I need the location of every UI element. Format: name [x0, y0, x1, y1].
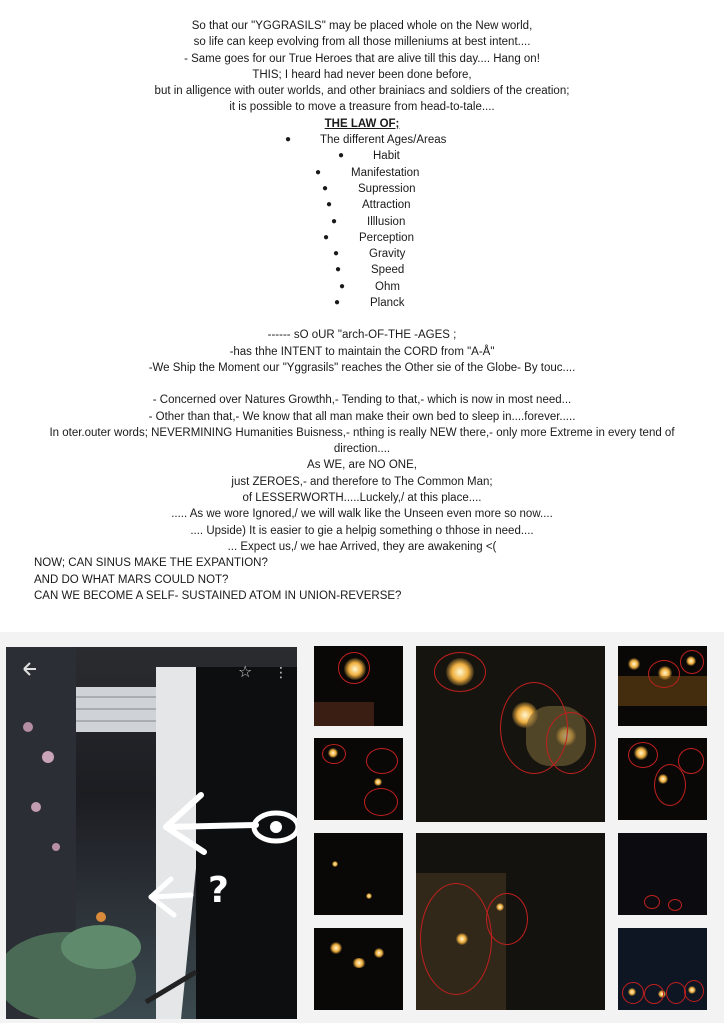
concern-line: - Other than that,- We know that all man make their own bed to sleep in....forever..... [148, 410, 576, 423]
collage-tile [618, 833, 707, 915]
law-list-item [0, 295, 724, 311]
intro-line: but in alligence with outer worlds, and other brainiacs and soldiers of the creation; [154, 85, 570, 98]
bullet-icon: ● [322, 182, 329, 194]
bullet-icon: ● [333, 248, 340, 260]
law-list-item [0, 148, 724, 164]
intro-line: - Same goes for our True Heroes that are alive till this day.... Hang on! [184, 52, 540, 65]
window-photo [6, 647, 297, 1019]
law-list-item [0, 165, 724, 181]
spacer [0, 376, 724, 392]
collage-tile [618, 738, 707, 820]
law-list-item [0, 230, 724, 246]
bullet-icon: ● [323, 231, 330, 243]
arch-line: ------ sO oUR "arch-OF-THE -AGES ; [267, 329, 457, 342]
law-list-item [0, 262, 724, 278]
collage-tile [618, 928, 707, 1010]
law-heading: THE LAW OF; [324, 117, 400, 130]
bullet-icon: ● [315, 166, 322, 178]
question-line: AND DO WHAT MARS COULD NOT? [34, 573, 229, 586]
concern-line: .... Upside) It is easier to gie a helpig something o thhose in need.... [190, 524, 534, 537]
collage-tile [618, 646, 707, 726]
bullet-icon: ● [331, 215, 338, 227]
intro-line: so life can keep evolving from all those milleniums at best intent.... [193, 36, 531, 49]
intro-line: THIS; I heard had never been done before, [252, 68, 472, 81]
concern-line: In oter.outer words; NEVERMINING Humanities Buisness,- nthing is really NEW there,- only more Extreme in every tend of direction.... [49, 426, 675, 456]
collage-tile-large [416, 833, 605, 1010]
law-item-label: Attraction [362, 199, 411, 212]
collage-tile [314, 646, 403, 726]
spacer [0, 311, 724, 327]
law-item-label: Illlusion [367, 215, 406, 228]
bullet-icon: ● [334, 297, 341, 309]
question-mark-drawing: ? [208, 870, 229, 911]
bullet-icon: ● [335, 264, 342, 276]
collage-tile [314, 928, 403, 1010]
collage-tile [314, 833, 403, 915]
law-list-item [0, 197, 724, 213]
collage-tile-large [416, 646, 605, 822]
bullet-icon: ● [339, 280, 346, 292]
law-item-label: Habit [373, 150, 400, 163]
law-item-label: The different Ages/Areas [320, 134, 447, 147]
bullet-icon: ● [326, 199, 333, 211]
arch-line: -has thhe INTENT to maintain the CORD from "A-Å" [229, 345, 495, 358]
concern-line: just ZEROES,- and therefore to The Common Man; [231, 475, 493, 488]
law-item-label: Perception [359, 231, 414, 244]
law-list-item [0, 214, 724, 230]
law-list-item [0, 279, 724, 295]
concern-line: of LESSERWORTH.....Luckely,/ at this place.... [242, 492, 482, 505]
intro-line: So that our "YGGRASILS" may be placed whole on the New world, [191, 20, 533, 32]
law-list-item [0, 181, 724, 197]
collage-tile [314, 738, 403, 820]
question-line: CAN WE BECOME A SELF- SUSTAINED ATOM IN UNION-REVERSE? [34, 589, 402, 602]
concern-line: ..... As we wore Ignored,/ we will walk like the Unseen even more so now.... [171, 508, 553, 521]
phone-screenshot [6, 647, 297, 1019]
document-text [0, 18, 724, 604]
bullet-icon: ● [338, 150, 345, 162]
law-item-label: Gravity [369, 248, 406, 261]
photo-collage [0, 632, 724, 1023]
law-item-label: Supression [358, 182, 416, 195]
red-circle-annotation [338, 652, 370, 684]
question-line: NOW; CAN SINUS MAKE THE EXPANTION? [34, 557, 268, 570]
law-list-item [0, 246, 724, 262]
law-list-item [0, 132, 724, 148]
law-item-label: Planck [370, 297, 405, 310]
svg-text:⋮: ⋮ [274, 665, 288, 681]
concern-line: ... Expect us,/ we hae Arrived, they are awakening <( [227, 540, 497, 553]
concern-line: As WE, are NO ONE, [307, 459, 417, 472]
law-item-label: Speed [371, 264, 405, 277]
concern-line: - Concerned over Natures Growthh,- Tending to that,- which is now in most need... [152, 394, 572, 407]
intro-line: it is possible to move a treasure from head-to-tale.... [229, 101, 495, 114]
law-item-label: Manifestation [351, 166, 420, 179]
svg-text:☆: ☆ [238, 662, 253, 681]
bullet-icon: ● [285, 134, 292, 146]
law-item-label: Ohm [375, 280, 400, 293]
arch-line: -We Ship the Moment our "Yggrasils" reaches the Other sie of the Globe- By touc.... [148, 361, 576, 374]
